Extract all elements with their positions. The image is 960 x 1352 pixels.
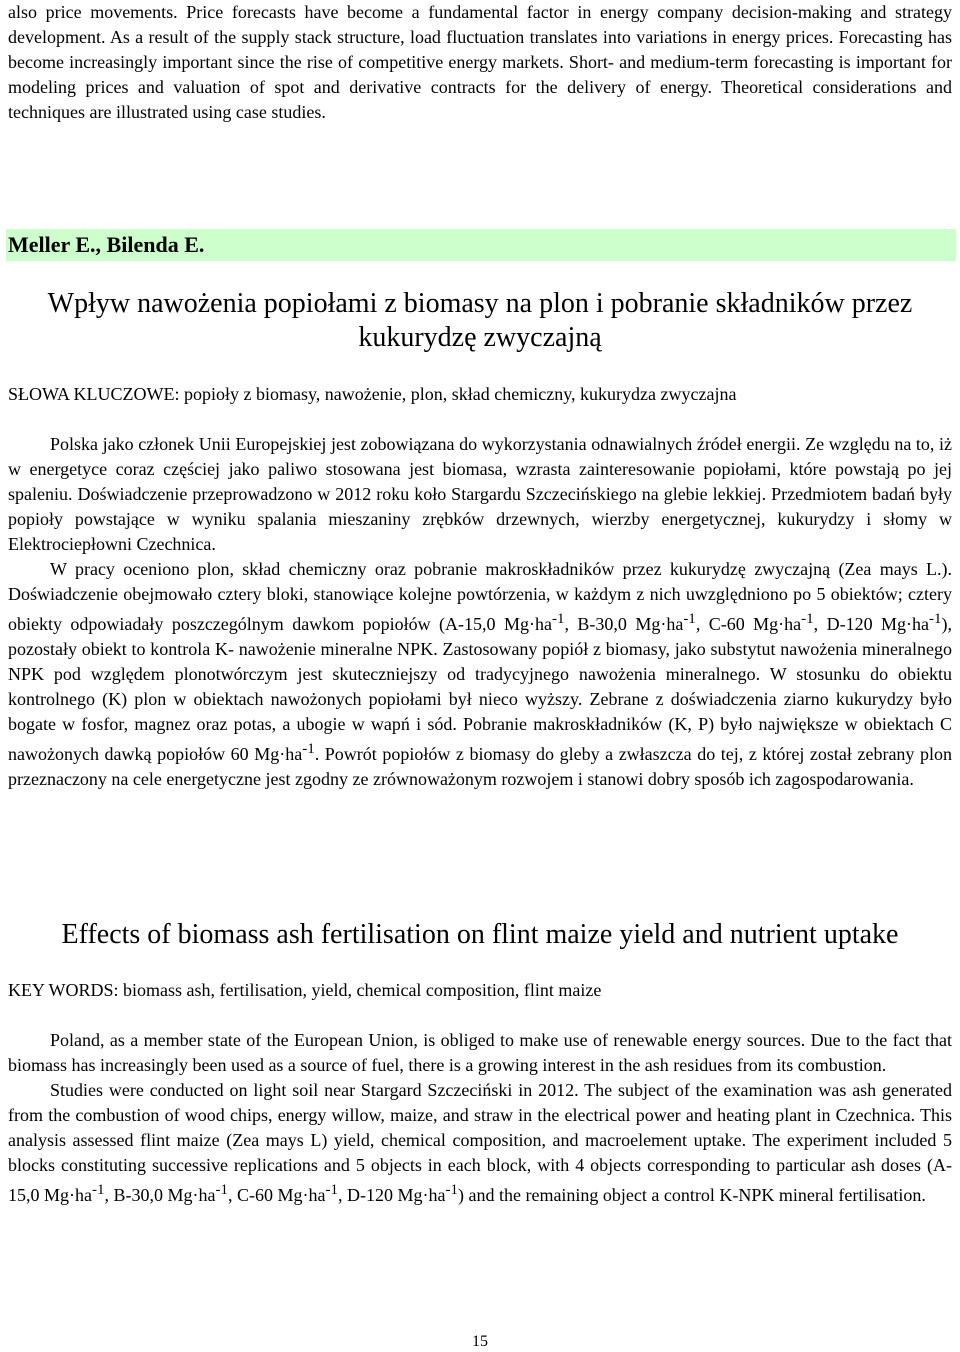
polish-title-line1: Wpływ nawożenia popiołami z biomasy na plon i pobranie składników przez [47, 288, 913, 319]
english-abstract [8, 1028, 952, 1208]
polish-keywords: SŁOWA KLUCZOWE: popioły z biomasy, nawożenie, plon, skład chemiczny, kukurydza zwyczajna [8, 384, 737, 404]
english-paragraph-2: Studies were conducted on light soil near Stargard Szczeciński in 2012. The subject of the examination was ash generated from the combustion of wood chips, energy willow, maize, and straw in the electrical power and heating plant in Czechnica. This analysis assessed flint maize (Zea mays L) yield, chemical composition, and macroelement uptake. The experiment included 5 blocks constituting successive replications and 5 objects in each block, with 4 objects corresponding to particular ash doses (A-15,0 $Mg\cdot ha^{-1}$, B-30,0 $Mg\cdot ha^{-1}$, C-60 $Mg\cdot ha^{-1}$, D-120 $Mg\cdot ha^{-1}$) and the remaining object a control K-NPK mineral fertilisation. [8, 1080, 952, 1205]
authors: Meller E., Bilenda E. [8, 232, 205, 257]
polish-title-line2: kukurydzę zwyczajną [358, 322, 602, 353]
polish-title [0, 287, 960, 355]
english-title: Effects of biomass ash fertilisation on flint maize yield and nutrient uptake [61, 919, 899, 950]
intro-paragraph [8, 0, 952, 125]
intro-text: also price movements. Price forecasts have become a fundamental factor in energy company decision-making and strategy development. As a result of the supply stack structure, load fluctuation translates into variations in energy prices. Forecasting has become increasingly important since the rise of competitive energy markets. Short- and medium-term forecasting is important for modeling prices and valuation of spot and derivative contracts for the delivery of energy. Theoretical considerations and techniques are illustrated using case studies. [8, 2, 952, 122]
polish-abstract [8, 432, 952, 792]
page-number: 15 [472, 1333, 488, 1350]
english-keywords: KEY WORDS: biomass ash, fertilisation, yield, chemical composition, flint maize [8, 980, 602, 1000]
polish-paragraph-1: Polska jako członek Unii Europejskiej jest zobowiązana do wykorzystania odnawialnych źródeł energii. Ze względu na to, iż w energetyce coraz częściej jako paliwo stosowana jest biomasa, wzrasta zainteresowanie popiołami, które powstają po jej spaleniu. Doświadczenie przeprowadzono w 2012 roku koło Stargardu Szczecińskiego na glebie lekkiej. Przedmiotem badań były popioły powstające w wyniku spalania mieszaniny zrębków drzewnych, wierzby energetycznej, kukurydzy i słomy w Elektrociepłowni Czechnica. [8, 434, 952, 554]
polish-paragraph-2: W pracy oceniono plon, skład chemiczny oraz pobranie makroskładników przez kukurydzę zwyczajną (Zea mays L.). Doświadczenie obejmowało cztery bloki, stanowiące kolejne powtórzenia, w każdym z nich uwzględniono po 5 obiektów; cztery obiekty odpowiadały poszczególnym dawkom popiołów (A-15,0 $Mg\cdot ha^{-1}$, B-30,0 $Mg\cdot ha^{-1}$, C-60 $Mg\cdot ha^{-1}$, D-120 $Mg\cdot ha^{-1}$), pozostały obiekt to kontrola K- nawożenie mineralne NPK. Zastosowany popiół z biomasy, jako substytut nawożenia mineralnego NPK pod względem plonotwórczym jest skuteczniejszy od tradycyjnego nawożenia mineralnego. W stosunku do obiektu kontrolnego (K) plon w obiektach nawożonych popiołami był nieco wyższy. Zebrane z doświadczenia ziarno kukurydzy było bogate w fosfor, magnez oraz potas, a ubogie w wapń i sód. Pobranie makroskładników (K, P) było największe w obiektach C nawożonych dawką popiołów 60 $Mg\cdot ha^{-1}$. Powrót popiołów z biomasy do gleby a zwłaszcza do tej, z której został zebrany plon przeznaczony na cele energetyczne jest zgodny ze zrównoważonym rozwojem i stanowi dobry sposób ich zagospodarowania. [8, 559, 953, 789]
author-bar [6, 229, 956, 261]
english-paragraph-1: Poland, as a member state of the European Union, is obliged to make use of renewable energy sources. Due to the fact that biomass has increasingly been used as a source of fuel, there is a growing interest in the ash residues from its combustion. [8, 1030, 952, 1075]
